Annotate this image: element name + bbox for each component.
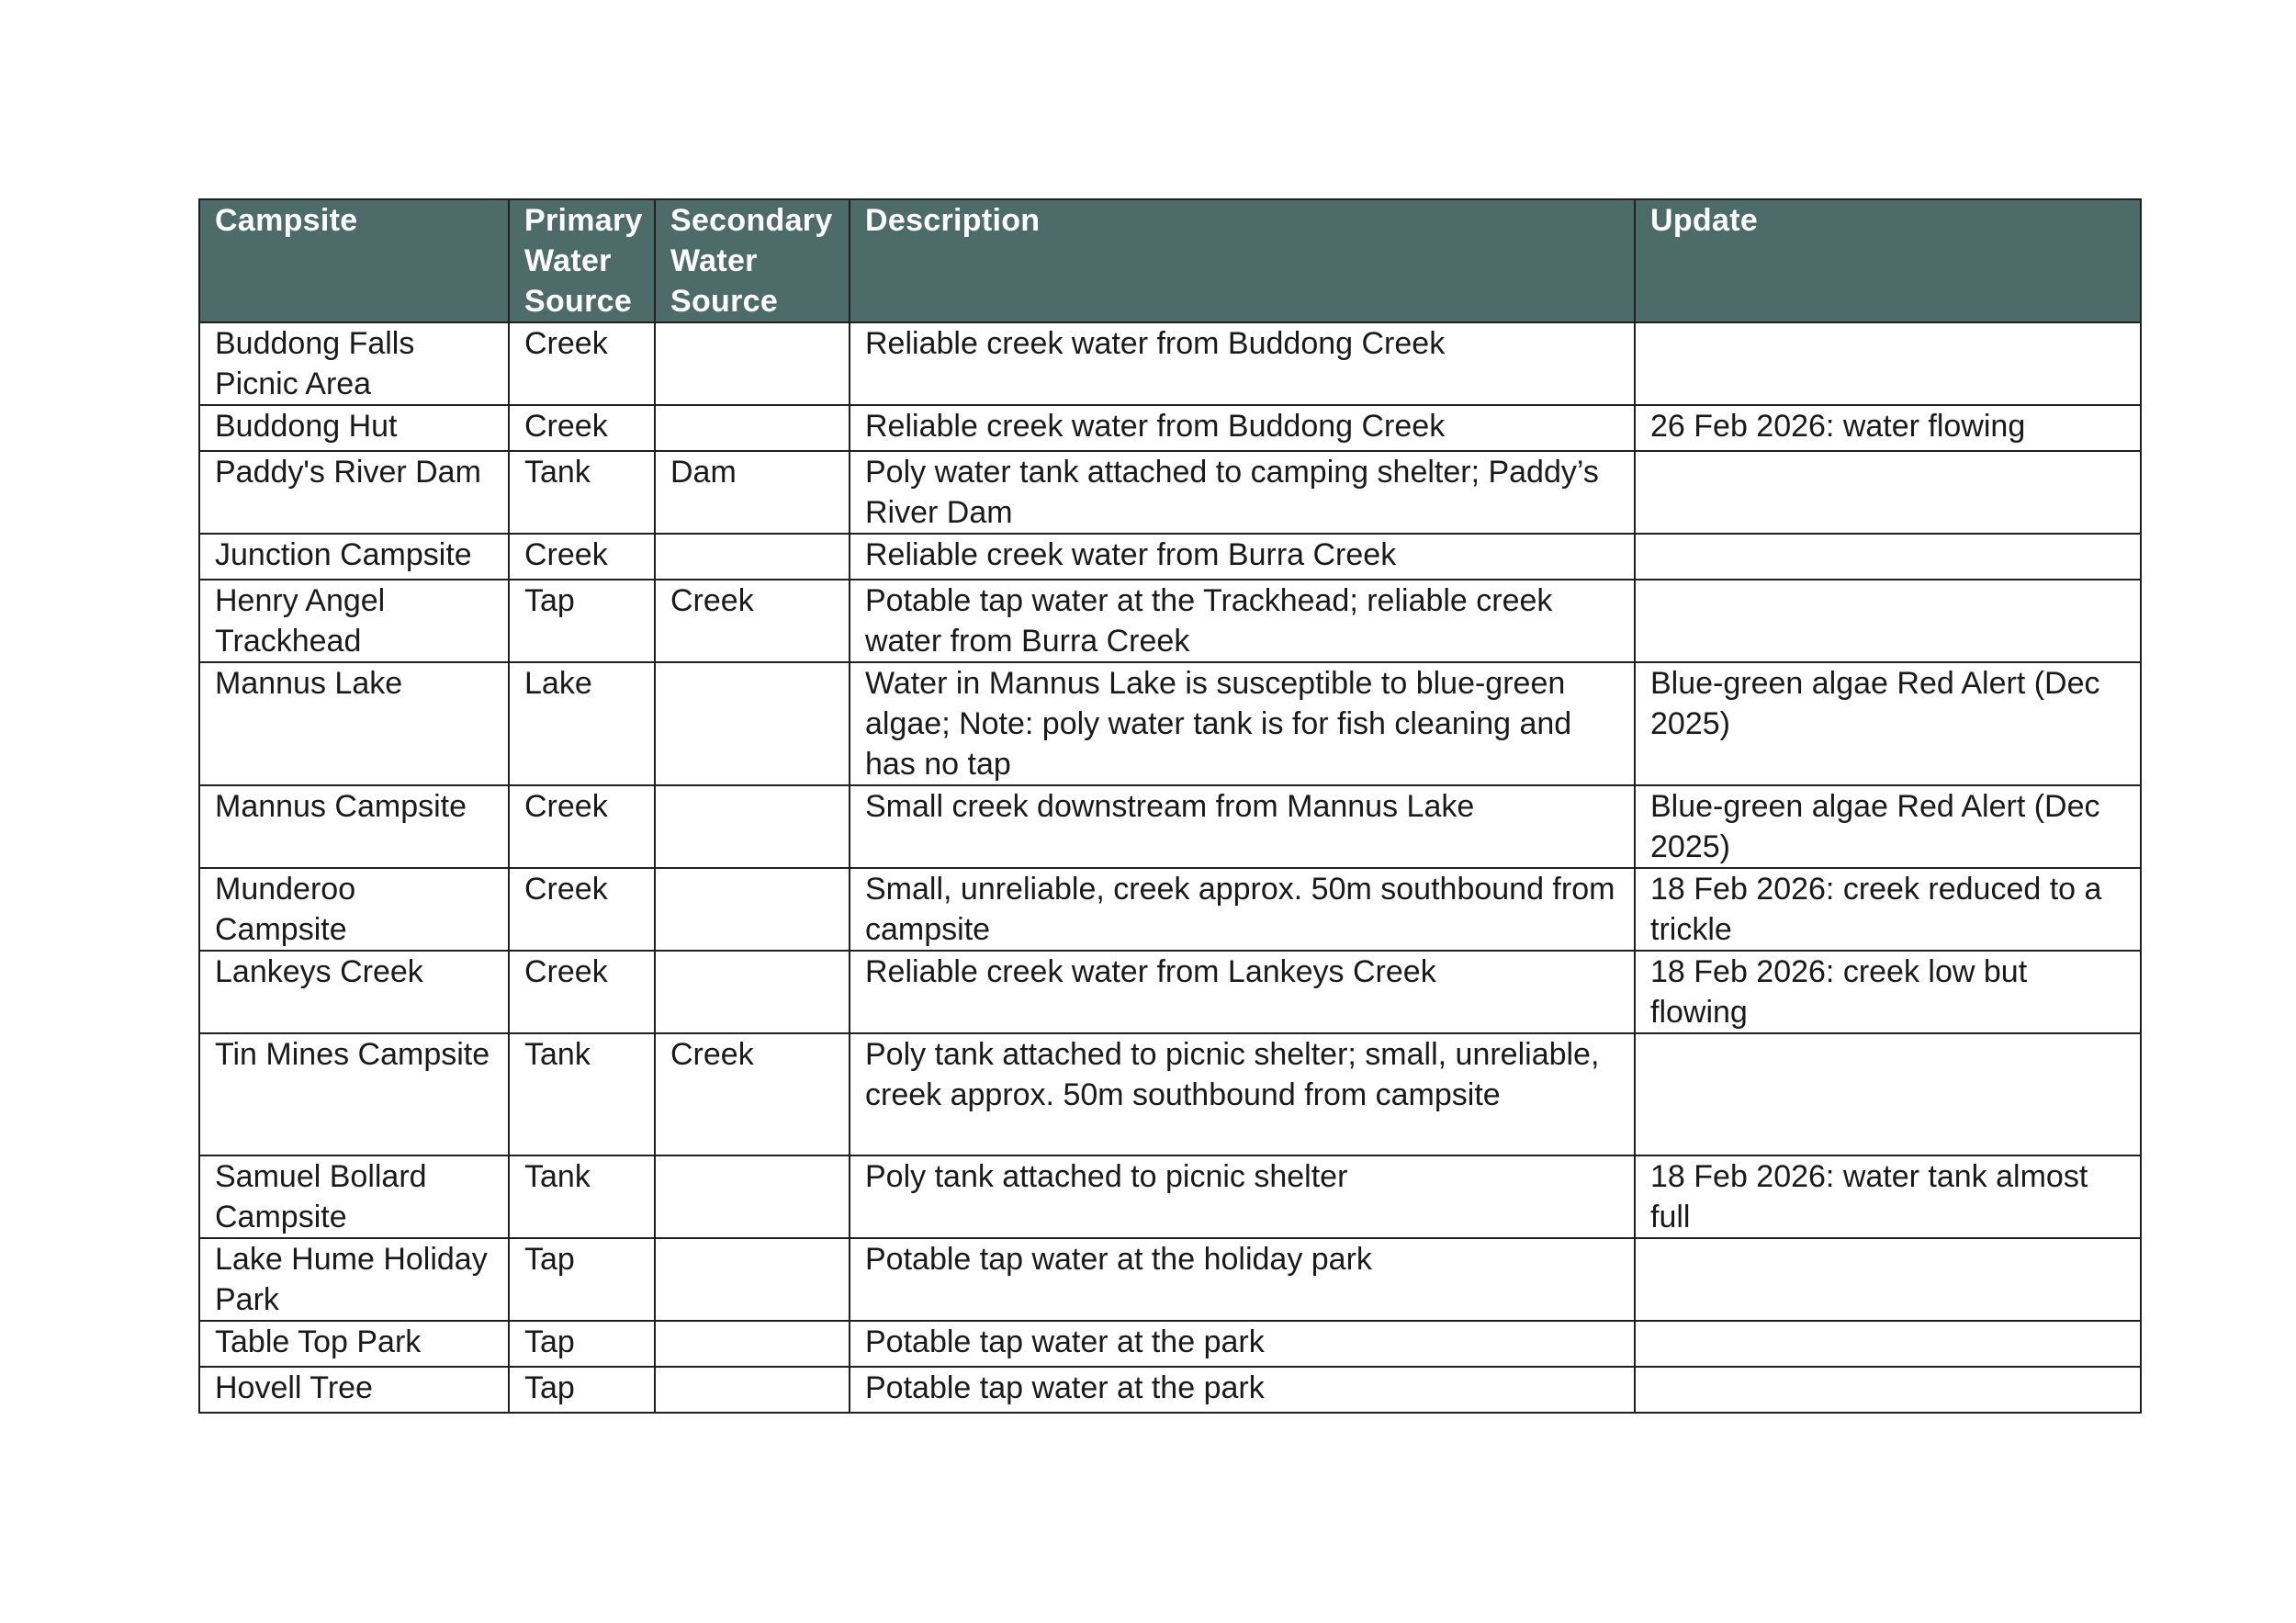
cell-secondary — [655, 534, 850, 580]
table-row — [199, 580, 2141, 662]
table-row — [199, 662, 2141, 785]
cell-update — [1635, 1238, 2141, 1321]
table-row — [199, 451, 2141, 534]
cell-campsite: Hovell Tree — [199, 1367, 509, 1413]
cell-campsite: Tin Mines Campsite — [199, 1033, 509, 1155]
cell-primary: Creek — [509, 534, 655, 580]
cell-update: Blue-green algae Red Alert (Dec 2025) — [1635, 662, 2141, 785]
cell-description: Potable tap water at the holiday park — [850, 1238, 1635, 1321]
table-row — [199, 1238, 2141, 1321]
cell-campsite: Mannus Lake — [199, 662, 509, 785]
cell-primary: Creek — [509, 868, 655, 951]
cell-update: Blue-green algae Red Alert (Dec 2025) — [1635, 785, 2141, 868]
cell-campsite: Buddong Hut — [199, 405, 509, 451]
cell-primary: Tank — [509, 451, 655, 534]
header-primary-water-source: Primary Water Source — [509, 199, 655, 322]
cell-update: 18 Feb 2026: creek low but flowing — [1635, 951, 2141, 1033]
cell-primary: Creek — [509, 785, 655, 868]
cell-update — [1635, 580, 2141, 662]
cell-description: Reliable creek water from Buddong Creek — [850, 405, 1635, 451]
cell-primary: Creek — [509, 951, 655, 1033]
cell-primary: Tap — [509, 1367, 655, 1413]
cell-update — [1635, 534, 2141, 580]
cell-update — [1635, 451, 2141, 534]
cell-description: Poly water tank attached to camping shelter; Paddy’s River Dam — [850, 451, 1635, 534]
cell-campsite: Henry Angel Trackhead — [199, 580, 509, 662]
cell-primary: Tap — [509, 1321, 655, 1367]
cell-description: Poly tank attached to picnic shelter; small, unreliable, creek approx. 50m southbound from campsite — [850, 1033, 1635, 1155]
cell-secondary — [655, 662, 850, 785]
table-row — [199, 534, 2141, 580]
cell-update — [1635, 1321, 2141, 1367]
cell-campsite: Munderoo Campsite — [199, 868, 509, 951]
table-row — [199, 1155, 2141, 1238]
cell-secondary — [655, 1367, 850, 1413]
cell-campsite: Samuel Bollard Campsite — [199, 1155, 509, 1238]
cell-secondary — [655, 951, 850, 1033]
cell-description: Potable tap water at the park — [850, 1321, 1635, 1367]
cell-secondary — [655, 405, 850, 451]
cell-campsite: Table Top Park — [199, 1321, 509, 1367]
cell-primary: Creek — [509, 405, 655, 451]
cell-update — [1635, 1033, 2141, 1155]
table-row — [199, 868, 2141, 951]
water-sources-table — [198, 198, 2142, 1414]
cell-description: Potable tap water at the park — [850, 1367, 1635, 1413]
cell-secondary — [655, 868, 850, 951]
cell-primary: Tank — [509, 1155, 655, 1238]
table-row — [199, 1321, 2141, 1367]
table-row — [199, 405, 2141, 451]
cell-campsite: Mannus Campsite — [199, 785, 509, 868]
header-update: Update — [1635, 199, 2141, 322]
table-row — [199, 322, 2141, 405]
header-description: Description — [850, 199, 1635, 322]
header-campsite: Campsite — [199, 199, 509, 322]
cell-secondary — [655, 1321, 850, 1367]
cell-primary: Lake — [509, 662, 655, 785]
cell-primary: Tap — [509, 1238, 655, 1321]
cell-description: Reliable creek water from Buddong Creek — [850, 322, 1635, 405]
cell-primary: Tap — [509, 580, 655, 662]
cell-update: 26 Feb 2026: water flowing — [1635, 405, 2141, 451]
table-row — [199, 1033, 2141, 1155]
cell-description: Small, unreliable, creek approx. 50m southbound from campsite — [850, 868, 1635, 951]
table-header-row — [199, 199, 2141, 322]
cell-update: 18 Feb 2026: creek reduced to a trickle — [1635, 868, 2141, 951]
cell-campsite: Junction Campsite — [199, 534, 509, 580]
table-row — [199, 1367, 2141, 1413]
cell-description: Reliable creek water from Lankeys Creek — [850, 951, 1635, 1033]
cell-description: Reliable creek water from Burra Creek — [850, 534, 1635, 580]
header-secondary-water-source: Secondary Water Source — [655, 199, 850, 322]
cell-secondary — [655, 322, 850, 405]
cell-campsite: Lankeys Creek — [199, 951, 509, 1033]
cell-secondary — [655, 1155, 850, 1238]
cell-campsite: Lake Hume Holiday Park — [199, 1238, 509, 1321]
cell-secondary: Creek — [655, 1033, 850, 1155]
cell-secondary: Dam — [655, 451, 850, 534]
table-row — [199, 951, 2141, 1033]
cell-secondary — [655, 1238, 850, 1321]
table-row — [199, 785, 2141, 868]
cell-description: Water in Mannus Lake is susceptible to blue-green algae; Note: poly water tank is for fish cleaning and has no tap — [850, 662, 1635, 785]
cell-description: Poly tank attached to picnic shelter — [850, 1155, 1635, 1238]
cell-update — [1635, 1367, 2141, 1413]
cell-primary: Tank — [509, 1033, 655, 1155]
cell-description: Small creek downstream from Mannus Lake — [850, 785, 1635, 868]
cell-description: Potable tap water at the Trackhead; reliable creek water from Burra Creek — [850, 580, 1635, 662]
cell-secondary — [655, 785, 850, 868]
cell-campsite: Buddong Falls Picnic Area — [199, 322, 509, 405]
cell-campsite: Paddy's River Dam — [199, 451, 509, 534]
cell-primary: Creek — [509, 322, 655, 405]
cell-secondary: Creek — [655, 580, 850, 662]
cell-update: 18 Feb 2026: water tank almost full — [1635, 1155, 2141, 1238]
cell-update — [1635, 322, 2141, 405]
